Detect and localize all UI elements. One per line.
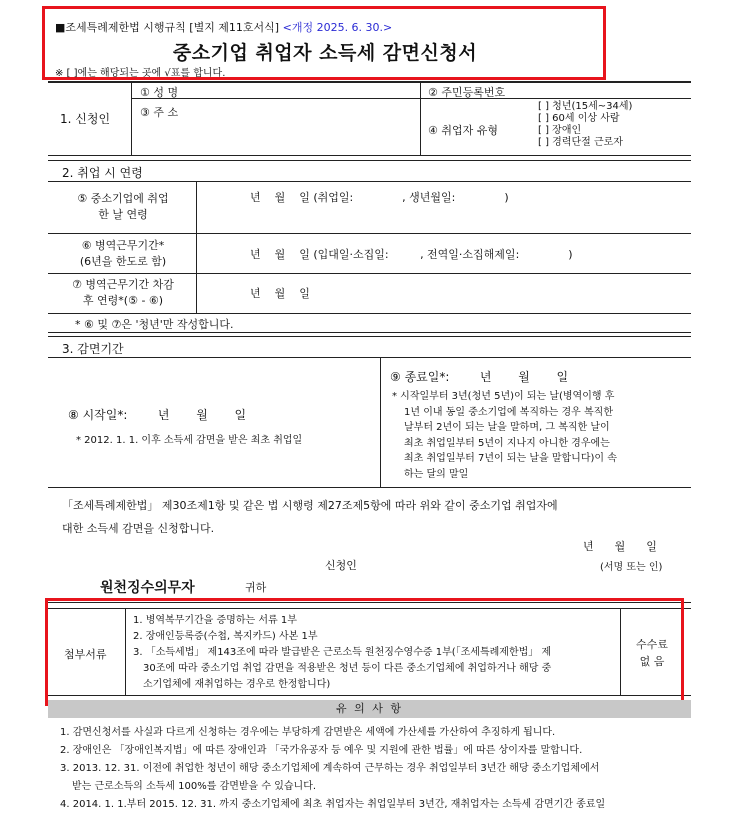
end-note-line: 최초 취업일부터 5년이 지나지 아니한 경우에는 (404, 437, 610, 449)
section3-top-line (48, 336, 691, 337)
section1-bottom-line (48, 155, 691, 156)
top-rule (48, 81, 691, 83)
page-title: 중소기업 취업자 소득세 감면신청서 (172, 42, 478, 64)
row7-label-line2: 후 연령*(⑤ - ⑥) (82, 294, 164, 307)
worker-type-label: ④ 취업자 유형 (428, 124, 498, 137)
rrn-label: ② 주민등록번호 (428, 86, 506, 99)
section3-divider (380, 357, 381, 487)
section3-header-line (48, 357, 691, 358)
option-youth[interactable]: [ ] 청년(15세~34세) (538, 101, 633, 112)
row5-label (52, 191, 194, 223)
notice-header: 유 의 사 항 (48, 700, 691, 718)
end-note-line: 1년 이내 동일 중소기업에 복직하는 경우 복직한 (404, 406, 613, 418)
section3-label: 3. 감면기간 (62, 342, 124, 356)
notice-item: 1. 감면신청서를 사실과 다르게 신청하는 경우에는 부당하게 감면받은 세액에 가산세를 가산하여 추징하게 됩니다. (60, 727, 556, 738)
applicant-label: 신청인 (325, 559, 357, 572)
row5-label-line1: ⑤ 중소기업에 취업 (77, 192, 169, 205)
section2-divider (196, 181, 197, 314)
end-note-line: 최초 취업일부터 7년이 되는 날을 말합니다)이 속 (404, 453, 617, 464)
row6-line (48, 273, 691, 274)
start-date-field[interactable]: ⑧ 시작일*: 년 월 일 (68, 408, 247, 422)
section2-top-line (48, 160, 691, 161)
declaration-line2: 대한 소득세 감면을 신청합니다. (62, 522, 215, 535)
notice-item: 2. 장애인은 「장애인복지법」에 따른 장애인과 「국가유공자 등 예우 및 지원에 관한 법률」에 따른 상이자를 말합니다. (60, 745, 583, 756)
declaration-date: 년 월 일 (583, 540, 657, 553)
notice-item: 받는 근로소득의 소득세 100%를 감면받을 수 있습니다. (72, 781, 317, 792)
youth-note: * ⑥ 및 ⑦은 '청년'만 작성합니다. (75, 318, 234, 331)
section1-divider (131, 81, 132, 155)
row6-label (52, 238, 194, 270)
end-note-line: 날부터 2년이 되는 날을 말하며, 그 복직한 날이 (404, 422, 610, 433)
option-disabled[interactable]: [ ] 장애인 (538, 125, 582, 136)
section2-bottom-line (48, 332, 691, 333)
row5-value: 년 월 일 (취업일: , 생년월일: ) (250, 191, 509, 204)
row7-value: 년 월 일 (250, 287, 310, 300)
declaration-line1: 「조세특례제한법」 제30조제1항 및 같은 법 시행령 제27조제5항에 따라 위와 같이 중소기업 취업자에 (62, 499, 558, 512)
row6-label-line2: (6년을 한도로 함) (79, 255, 167, 268)
row6-label-line1: ⑥ 병역근무기간* (81, 239, 165, 252)
row7-line (48, 313, 691, 314)
row5-line (48, 233, 691, 234)
start-date-note: * 2012. 1. 1. 이후 소득세 감면을 받은 최초 취업일 (76, 435, 303, 446)
option-career-break[interactable]: [ ] 경력단절 근로자 (538, 137, 623, 148)
row7-label (52, 277, 194, 309)
row6-value: 년 월 일 (입대일·소집일: , 전역일·소집해제일: ) (250, 248, 573, 261)
notice-list (60, 724, 605, 814)
revision-link[interactable]: <개정 2025. 6. 30.> (282, 21, 393, 34)
attachment-item: 30조에 따라 중소기업 취업 감면을 적용받은 청년 등이 다른 중소기업체에 취업하거나 해당 중 (143, 663, 552, 674)
section1-mid-divider (420, 81, 421, 155)
mark-instruction: ※ [ ]에는 해당되는 곳에 √표를 합니다. (55, 68, 226, 79)
address-label: ③ 주 소 (140, 106, 179, 119)
attachment-item: 3. 「소득세법」 제143조에 따라 발급받은 근로소득 원천징수영수증 1부(「조세특례제한법」 제 (133, 647, 552, 658)
attachment-item: 1. 병역복무기간을 증명하는 서류 1부 (133, 615, 297, 626)
form-reference (55, 19, 392, 35)
attachments-label: 첨부서류 (64, 648, 107, 661)
row5-label-line2: 한 날 연령 (98, 208, 148, 221)
section3-bottom-line (48, 487, 691, 488)
form-ref-text: ■조세특례제한법 시행규칙 [별지 제11호서식] (55, 21, 280, 34)
recipient-label: 원천징수의무자 (100, 580, 195, 596)
section2-label: 2. 취업 시 연령 (62, 166, 143, 180)
attachment-item: 2. 장애인등록증(수첩, 복지카드) 사본 1부 (133, 631, 318, 642)
name-label: ① 성 명 (140, 86, 179, 99)
end-note-line: 하는 달의 말일 (404, 468, 469, 480)
worker-type-options (538, 101, 632, 149)
notice-item: 4. 2014. 1. 1.부터 2015. 12. 31. 까지 중소기업체에 최초 취업자는 취업일부터 3년간, 재취업자는 소득세 감면기간 종료일 (60, 799, 606, 810)
section1-row-line (131, 98, 691, 99)
notice-item: 3. 2013. 12. 31. 이전에 취업한 청년이 해당 중소기업체에 계속하여 근무하는 경우 취업일부터 3년간 해당 중소기업체에서 (60, 763, 600, 774)
attachment-item: 소기업체에 재취업하는 경우로 한정합니다) (143, 679, 331, 690)
option-senior[interactable]: [ ] 60세 이상 사람 (538, 113, 620, 124)
fee-value: 없 음 (639, 655, 665, 668)
section1-label: 1. 신청인 (60, 112, 111, 126)
end-date-field[interactable]: ⑨ 종료일*: 년 월 일 (390, 370, 569, 384)
attachments-highlight-box (45, 598, 684, 706)
signature-label: (서명 또는 인) (600, 562, 663, 573)
section2-header-line (48, 181, 691, 182)
end-note-line: * 시작일부터 3년(청년 5년)이 되는 날(병역이행 후 (392, 391, 615, 402)
row7-label-line1: ⑦ 병역근무기간 차감 (72, 278, 174, 291)
honorific: 귀하 (245, 581, 267, 594)
end-date-note (392, 389, 617, 482)
fee-label: 수수료 (636, 638, 668, 651)
